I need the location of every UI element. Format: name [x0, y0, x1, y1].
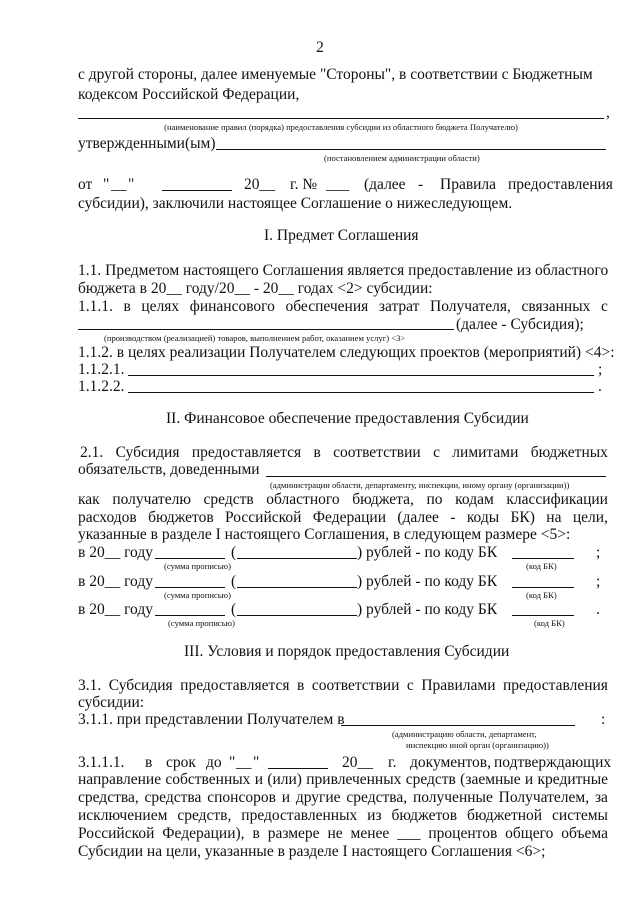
- p3111-a: 3.1.1.1.: [78, 754, 125, 771]
- p3111-last-line: Субсидии на цели, указанные в разделе I настоящего Соглашения <6>;: [78, 843, 546, 860]
- bk-code-blank[interactable]: [512, 587, 574, 588]
- p3111-g: г.: [388, 754, 397, 771]
- p311-end: :: [601, 711, 606, 728]
- p3111-day-blank[interactable]: __: [236, 754, 252, 771]
- caption-dept-1: (администрацию области, департамент,: [392, 729, 537, 739]
- p1121-end: ;: [598, 361, 603, 378]
- caption-code: (код БК): [534, 618, 565, 628]
- rules-comma: ,: [606, 104, 610, 121]
- p1122-blank[interactable]: [128, 392, 594, 393]
- year-row-text: ) рублей - по коду БК: [357, 601, 498, 618]
- date-ot: от: [78, 176, 93, 193]
- p3111-line-3: средства, средства спонсоров и другие средства, полученные Получателем, за: [78, 789, 608, 806]
- year-row-end: .: [596, 601, 600, 618]
- year-row-end: ;: [596, 544, 601, 561]
- caption-rules: (наименование правил (порядка) предоставления субсидии из областного бюджета Получателю): [164, 122, 518, 132]
- date-month-blank[interactable]: [162, 190, 232, 191]
- p1121-blank[interactable]: [128, 375, 594, 376]
- intro-line-1: с другой стороны, далее именуемые "Стороны", в соответствии с Бюджетным: [78, 66, 593, 83]
- p3111-year: 20__: [342, 754, 373, 771]
- date-number-blank[interactable]: ___: [326, 176, 350, 193]
- p31-line-1: 3.1. Субсидия предоставляется в соответствии с Правилами предоставления: [78, 677, 608, 694]
- amount-blank[interactable]: [155, 558, 225, 559]
- p1122-label: 1.1.2.2.: [78, 378, 125, 395]
- caption-sum: (сумма прописью): [168, 618, 235, 628]
- caption-admin: (администрации области, департаменту, инспекции, иному органу (организации)): [270, 480, 570, 490]
- section-2-title: II. Финансовое обеспечение предоставления Субсидии: [166, 410, 529, 427]
- caption-approved: (постановлением администрации области): [324, 153, 480, 163]
- year-row-end: ;: [596, 573, 601, 590]
- p111-line-1: 1.1.1. в целях финансового обеспечения затрат Получателя, связанных с: [78, 298, 608, 315]
- p1122-end: .: [598, 378, 602, 395]
- p1121-label: 1.1.2.1.: [78, 361, 125, 378]
- paren-open: (: [231, 573, 237, 590]
- p3111-conf: подтверждающих: [494, 754, 612, 771]
- p111-tail: (далее - Субсидия);: [456, 316, 584, 333]
- bk-code-blank[interactable]: [512, 558, 574, 559]
- year-row-prefix: в 20__ году: [78, 573, 153, 590]
- p3111-quote-open: ": [229, 754, 236, 771]
- p3111-c: срок: [166, 754, 196, 771]
- year-row-text: ) рублей - по коду БК: [357, 544, 498, 561]
- approved-label: утвержденными(ым): [78, 135, 216, 152]
- caption-sum: (сумма прописью): [164, 590, 231, 600]
- section-3-title: III. Условия и порядок предоставления Субсидии: [184, 643, 510, 660]
- p21-line-4: расходов бюджетов Российской Федерации (далее - коды БК) на цели,: [78, 509, 608, 526]
- date-pravila: Правила: [440, 176, 497, 193]
- approved-blank[interactable]: [216, 149, 606, 150]
- p31-line-2: субсидии:: [78, 694, 145, 711]
- date-year: 20__: [244, 176, 275, 193]
- p3111-line-4: исключением средств, предоставленных из бюджетов бюджетной системы: [78, 807, 608, 824]
- date-day-blank[interactable]: __: [111, 176, 127, 193]
- dept-blank[interactable]: [341, 725, 575, 726]
- caption-code: (код БК): [526, 561, 557, 571]
- rules-blank[interactable]: [78, 118, 604, 119]
- p112: 1.1.2. в целях реализации Получателем следующих проектов (мероприятий) <4>:: [78, 344, 615, 361]
- date-predost: предоставления: [508, 176, 613, 193]
- date-dash: -: [418, 176, 424, 193]
- caption-production: (производством (реализацией) товаров, выполнением работ, оказанием услуг) <3>: [104, 333, 406, 343]
- intro-final-line: субсидии), заключили настоящее Соглашение о нижеследующем.: [78, 195, 513, 212]
- date-quote-close: ": [128, 176, 135, 193]
- caption-dept-2: инспекцию иной орган (организацию)): [406, 740, 549, 750]
- admin-blank[interactable]: [266, 476, 606, 477]
- page-number: 2: [316, 39, 324, 56]
- p3111-month-blank[interactable]: [268, 768, 328, 769]
- date-dalee: (далее: [364, 176, 406, 193]
- p3111-quote-close: ": [253, 754, 260, 771]
- amount-words-blank[interactable]: [237, 587, 357, 588]
- p3111-docs: документов,: [410, 754, 491, 771]
- p11-line-1: 1.1. Предметом настоящего Соглашения является предоставление из областного: [78, 262, 609, 279]
- p3111-b: в: [145, 754, 153, 771]
- p21-line-2: обязательств, доведенными: [78, 461, 260, 478]
- caption-sum: (сумма прописью): [164, 561, 231, 571]
- year-row-text: ) рублей - по коду БК: [357, 573, 498, 590]
- p3111-line-5: Российской Федерации), в размере не менее ___ процентов общего объема: [78, 825, 608, 842]
- amount-blank[interactable]: [155, 615, 225, 616]
- p311: 3.1.1. при представлении Получателем в: [78, 711, 345, 728]
- amount-blank[interactable]: [155, 587, 225, 588]
- p3111-line-2: направление собственных и (или) привлеченных средств (заемные и кредитные: [78, 771, 608, 788]
- bk-code-blank[interactable]: [512, 615, 574, 616]
- p21-line-1: 2.1. Субсидия предоставляется в соответствии с лимитами бюджетных: [80, 444, 608, 461]
- p21-line-5: указанные в разделе I настоящего Соглашения, в следующем размере <5>:: [78, 526, 571, 543]
- intro-line-2: кодексом Российской Федерации,: [78, 86, 300, 103]
- p21-line-3: как получателю средств областного бюджета, по кодам классификации: [78, 491, 608, 508]
- date-quote-open: ": [103, 176, 110, 193]
- amount-words-blank[interactable]: [237, 615, 357, 616]
- p3111-d: до: [206, 754, 222, 771]
- production-blank[interactable]: [78, 329, 454, 330]
- caption-code: (код БК): [526, 590, 557, 600]
- paren-open: (: [231, 601, 237, 618]
- p11-line-2: бюджета в 20__ году/20__ - 20__ годах <2> субсидии:: [78, 280, 433, 297]
- year-row-prefix: в 20__ году: [78, 544, 153, 561]
- section-1-title: I. Предмет Соглашения: [264, 227, 419, 244]
- date-g-no: г. №: [290, 176, 318, 193]
- year-row-prefix: в 20__ году: [78, 601, 153, 618]
- paren-open: (: [231, 544, 237, 561]
- amount-words-blank[interactable]: [237, 558, 357, 559]
